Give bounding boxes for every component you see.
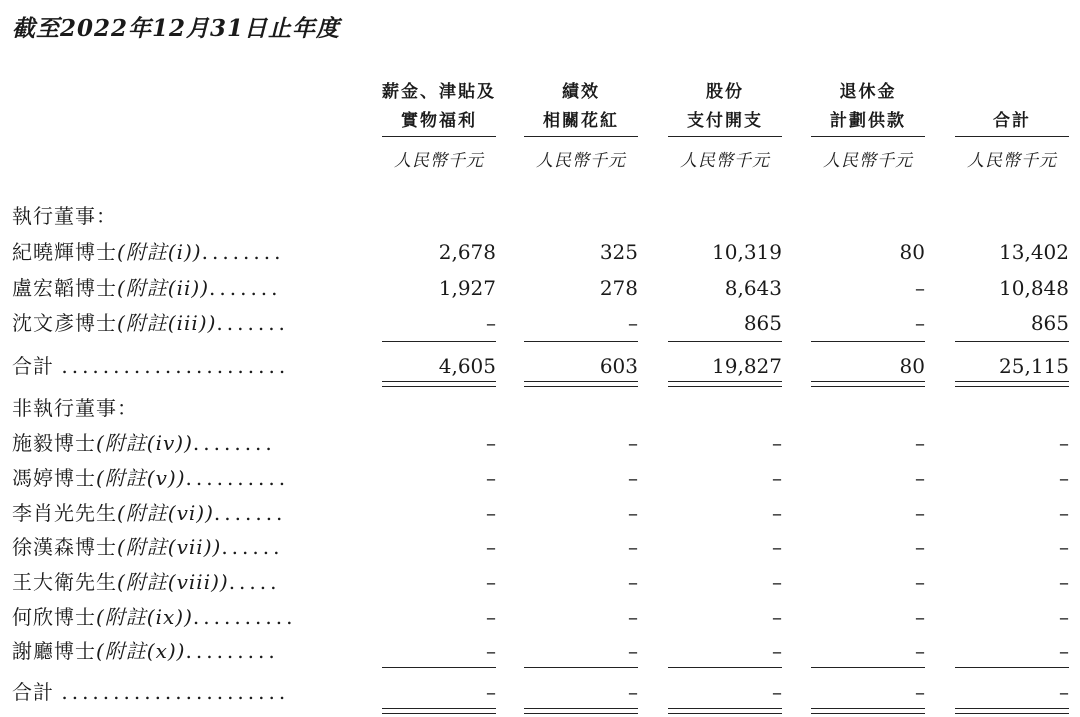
total-double-rule	[382, 708, 496, 714]
subtotal-rule	[668, 667, 782, 668]
leader-dots: ........	[192, 431, 276, 455]
table-cell: –	[915, 431, 925, 455]
leader-dots: ........	[201, 240, 285, 264]
table-cell: –	[486, 535, 496, 559]
subtotal-rule	[811, 667, 925, 668]
row-label	[12, 566, 281, 598]
subtotal-rule	[668, 341, 782, 342]
column-header-total	[955, 78, 1069, 137]
table-cell: 13,402	[999, 240, 1069, 264]
subtotal-rule	[524, 667, 638, 668]
page-title: 截至2022年12月31日止年度	[12, 15, 341, 42]
total-text: 合計	[12, 354, 54, 378]
column-header-share-payment	[668, 78, 782, 137]
total-double-rule	[382, 381, 496, 387]
column-header-line2: 合計	[955, 107, 1069, 137]
table-cell: 278	[599, 276, 638, 300]
table-cell: –	[1059, 431, 1069, 455]
total-double-rule	[668, 381, 782, 387]
director-name: 沈文彥博士	[12, 311, 117, 335]
total-double-rule	[811, 381, 925, 387]
total-double-rule	[524, 381, 638, 387]
table-cell: –	[628, 639, 638, 663]
note-ref: (附註(ii))	[117, 276, 210, 300]
subtotal-rule	[811, 341, 925, 342]
total-double-rule	[955, 381, 1069, 387]
total-cell: –	[486, 680, 496, 704]
total-cell: –	[772, 680, 782, 704]
column-header-line1	[955, 78, 1069, 107]
table-cell: –	[486, 431, 496, 455]
row-label	[12, 601, 296, 633]
table-cell: –	[1059, 535, 1069, 559]
column-unit: 人民幣千元	[680, 151, 770, 171]
leader-dots: .......	[213, 501, 287, 525]
subtotal-rule	[524, 341, 638, 342]
leader-dots: ......................	[61, 354, 290, 378]
table-cell: –	[772, 535, 782, 559]
table-cell: 8,643	[724, 276, 782, 300]
total-cell: –	[628, 680, 638, 704]
table-cell: 10,848	[999, 276, 1069, 300]
column-header-pension	[811, 78, 925, 137]
total-label	[12, 350, 289, 382]
subtotal-rule	[955, 667, 1069, 668]
total-cell: 19,827	[712, 354, 782, 378]
column-unit: 人民幣千元	[823, 151, 913, 171]
note-ref: (附註(iv))	[96, 431, 193, 455]
table-cell: –	[772, 431, 782, 455]
column-header-line2: 支付開支	[668, 107, 782, 137]
column-header-line1: 股份	[706, 82, 744, 102]
table-cell: –	[1059, 466, 1069, 490]
column-header-line2: 實物福利	[382, 107, 496, 137]
total-text: 合計	[12, 680, 54, 704]
note-ref: (附註(vii))	[117, 535, 222, 559]
row-label	[12, 427, 276, 459]
note-ref: (附註(v))	[96, 466, 186, 490]
total-cell: 80	[899, 354, 925, 378]
leader-dots: .........	[185, 639, 279, 663]
column-header-line1: 薪金、津貼及	[382, 82, 496, 102]
column-header-line2: 相關花紅	[524, 107, 638, 137]
director-name: 王大衛先生	[12, 570, 117, 594]
row-label	[12, 531, 283, 563]
leader-dots: ......	[221, 535, 284, 559]
table-cell: 2,678	[438, 240, 496, 264]
total-double-rule	[668, 708, 782, 714]
table-cell: –	[915, 276, 925, 300]
column-unit: 人民幣千元	[536, 151, 626, 171]
table-cell: 865	[743, 311, 782, 335]
table-cell: –	[486, 639, 496, 663]
table-cell: –	[486, 311, 496, 335]
director-name: 謝廳博士	[12, 639, 96, 663]
note-ref: (附註(x))	[96, 639, 186, 663]
table-cell: –	[772, 639, 782, 663]
director-name: 徐漢森博士	[12, 535, 117, 559]
director-name: 施毅博士	[12, 431, 96, 455]
total-label	[12, 676, 289, 708]
subtotal-rule	[382, 667, 496, 668]
table-cell: 1,927	[438, 276, 496, 300]
table-cell: –	[915, 605, 925, 629]
section-heading-non-executive: 非執行董事：	[12, 396, 138, 420]
column-unit: 人民幣千元	[967, 151, 1057, 171]
row-label	[12, 236, 284, 268]
table-cell: –	[486, 570, 496, 594]
total-cell: 603	[599, 354, 638, 378]
total-cell: 4,605	[438, 354, 496, 378]
table-cell: –	[486, 466, 496, 490]
column-header-line1: 退休金	[839, 82, 897, 102]
table-cell: –	[1059, 501, 1069, 525]
row-label	[12, 497, 286, 529]
table-cell: –	[915, 501, 925, 525]
note-ref: (附註(viii))	[117, 570, 229, 594]
column-header-bonus	[524, 78, 638, 137]
leader-dots: .......	[216, 311, 289, 335]
table-cell: 865	[1030, 311, 1069, 335]
table-cell: –	[628, 570, 638, 594]
section-heading-executive: 執行董事：	[12, 204, 117, 228]
table-cell: –	[915, 466, 925, 490]
table-cell: –	[915, 535, 925, 559]
director-name: 盧宏韜博士	[12, 276, 117, 300]
row-label	[12, 635, 279, 667]
director-name: 李肖光先生	[12, 501, 117, 525]
table-cell: –	[628, 311, 638, 335]
row-label	[12, 462, 289, 494]
total-double-rule	[524, 708, 638, 714]
table-cell: –	[772, 570, 782, 594]
note-ref: (附註(i))	[117, 240, 202, 264]
total-cell: 25,115	[999, 354, 1069, 378]
total-cell: –	[1059, 680, 1069, 704]
total-double-rule	[955, 708, 1069, 714]
table-cell: 325	[599, 240, 638, 264]
table-cell: –	[1059, 570, 1069, 594]
row-label	[12, 272, 282, 304]
row-label	[12, 307, 289, 339]
table-cell: –	[1059, 639, 1069, 663]
table-cell: –	[915, 311, 925, 335]
director-name: 何欣博士	[12, 605, 96, 629]
table-cell: –	[915, 570, 925, 594]
column-header-line1: 績效	[562, 82, 600, 102]
leader-dots: .......	[209, 276, 282, 300]
table-cell: –	[772, 605, 782, 629]
column-header-salaries	[382, 78, 496, 137]
subtotal-rule	[382, 341, 496, 342]
table-cell: –	[915, 639, 925, 663]
table-cell: 10,319	[712, 240, 782, 264]
total-cell: –	[915, 680, 925, 704]
subtotal-rule	[955, 341, 1069, 342]
table-cell: –	[628, 431, 638, 455]
table-cell: –	[628, 535, 638, 559]
table-cell: –	[628, 466, 638, 490]
note-ref: (附註(ix))	[96, 605, 193, 629]
table-cell: –	[1059, 605, 1069, 629]
director-name: 馮婷博士	[12, 466, 96, 490]
director-name: 紀曉輝博士	[12, 240, 117, 264]
leader-dots: ..........	[192, 605, 297, 629]
table-cell: 80	[899, 240, 925, 264]
total-double-rule	[811, 708, 925, 714]
leader-dots: .....	[228, 570, 281, 594]
leader-dots: ......................	[61, 680, 290, 704]
column-unit: 人民幣千元	[394, 151, 484, 171]
table-cell: –	[486, 501, 496, 525]
table-cell: –	[628, 605, 638, 629]
note-ref: (附註(vi))	[117, 501, 214, 525]
column-header-line2: 計劃供款	[811, 107, 925, 137]
table-cell: –	[772, 501, 782, 525]
table-cell: –	[486, 605, 496, 629]
leader-dots: ..........	[185, 466, 290, 490]
table-cell: –	[628, 501, 638, 525]
note-ref: (附註(iii))	[117, 311, 217, 335]
table-cell: –	[772, 466, 782, 490]
